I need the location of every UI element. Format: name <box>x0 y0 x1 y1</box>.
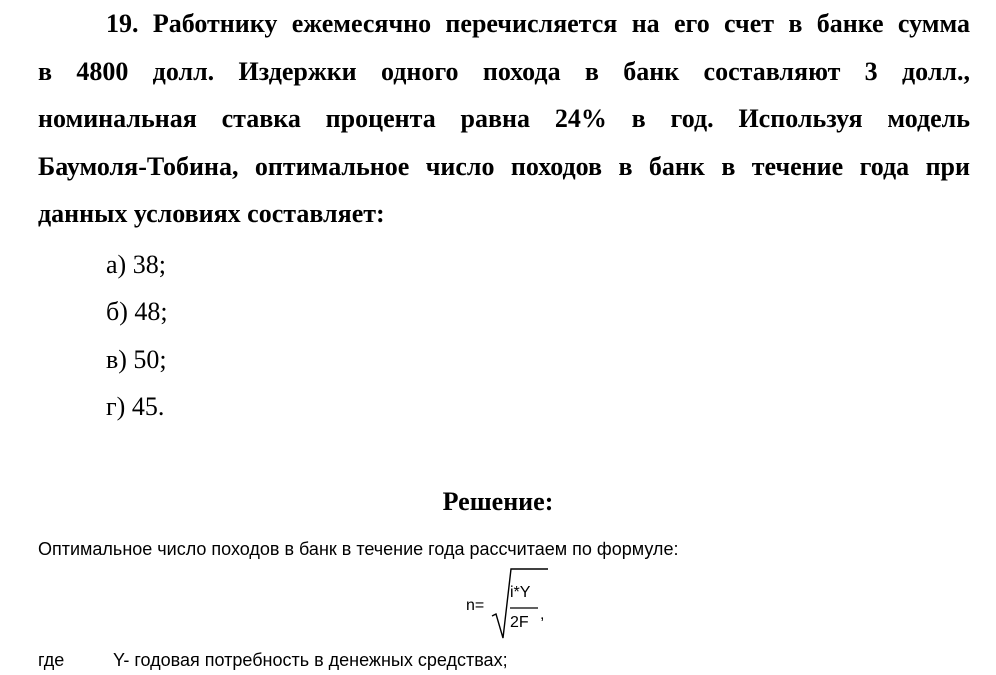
formula-numerator: i*Y <box>510 584 531 601</box>
variable-definition: Y- годовая потребность в денежных средствах; <box>113 650 508 670</box>
answer-option-d: г) 45. <box>106 392 165 421</box>
answer-option-a: а) 38; <box>106 250 166 279</box>
problem-line: Баумоля-Тобина, оптимальное число походов в банк в течение года при <box>38 151 970 181</box>
formula-denominator: 2F <box>510 614 529 631</box>
problem-line: данных условиях составляет: <box>38 199 385 228</box>
solution-title: Решение: <box>442 487 554 516</box>
problem-line: номинальная ставка процента равна 24% в год. Используя модель <box>38 104 970 133</box>
formula <box>464 564 554 644</box>
sqrt-sign-icon <box>490 564 550 644</box>
problem-line: в 4800 долл. Издержки одного похода в банк составляют 3 долл., <box>38 56 970 86</box>
answer-option-b: б) 48; <box>106 297 168 326</box>
formula-lhs: n= <box>466 597 485 614</box>
answer-option-c: в) 50; <box>106 345 167 374</box>
problem-line: 19. Работнику ежемесячно перечисляется на его счет в банке сумма <box>106 9 970 38</box>
where-label: где <box>38 650 65 670</box>
problem-statement <box>38 0 970 238</box>
solution-intro: Оптимальное число походов в банк в течение года рассчитаем по формуле: <box>38 539 679 559</box>
formula-trailing-comma: , <box>540 606 545 623</box>
